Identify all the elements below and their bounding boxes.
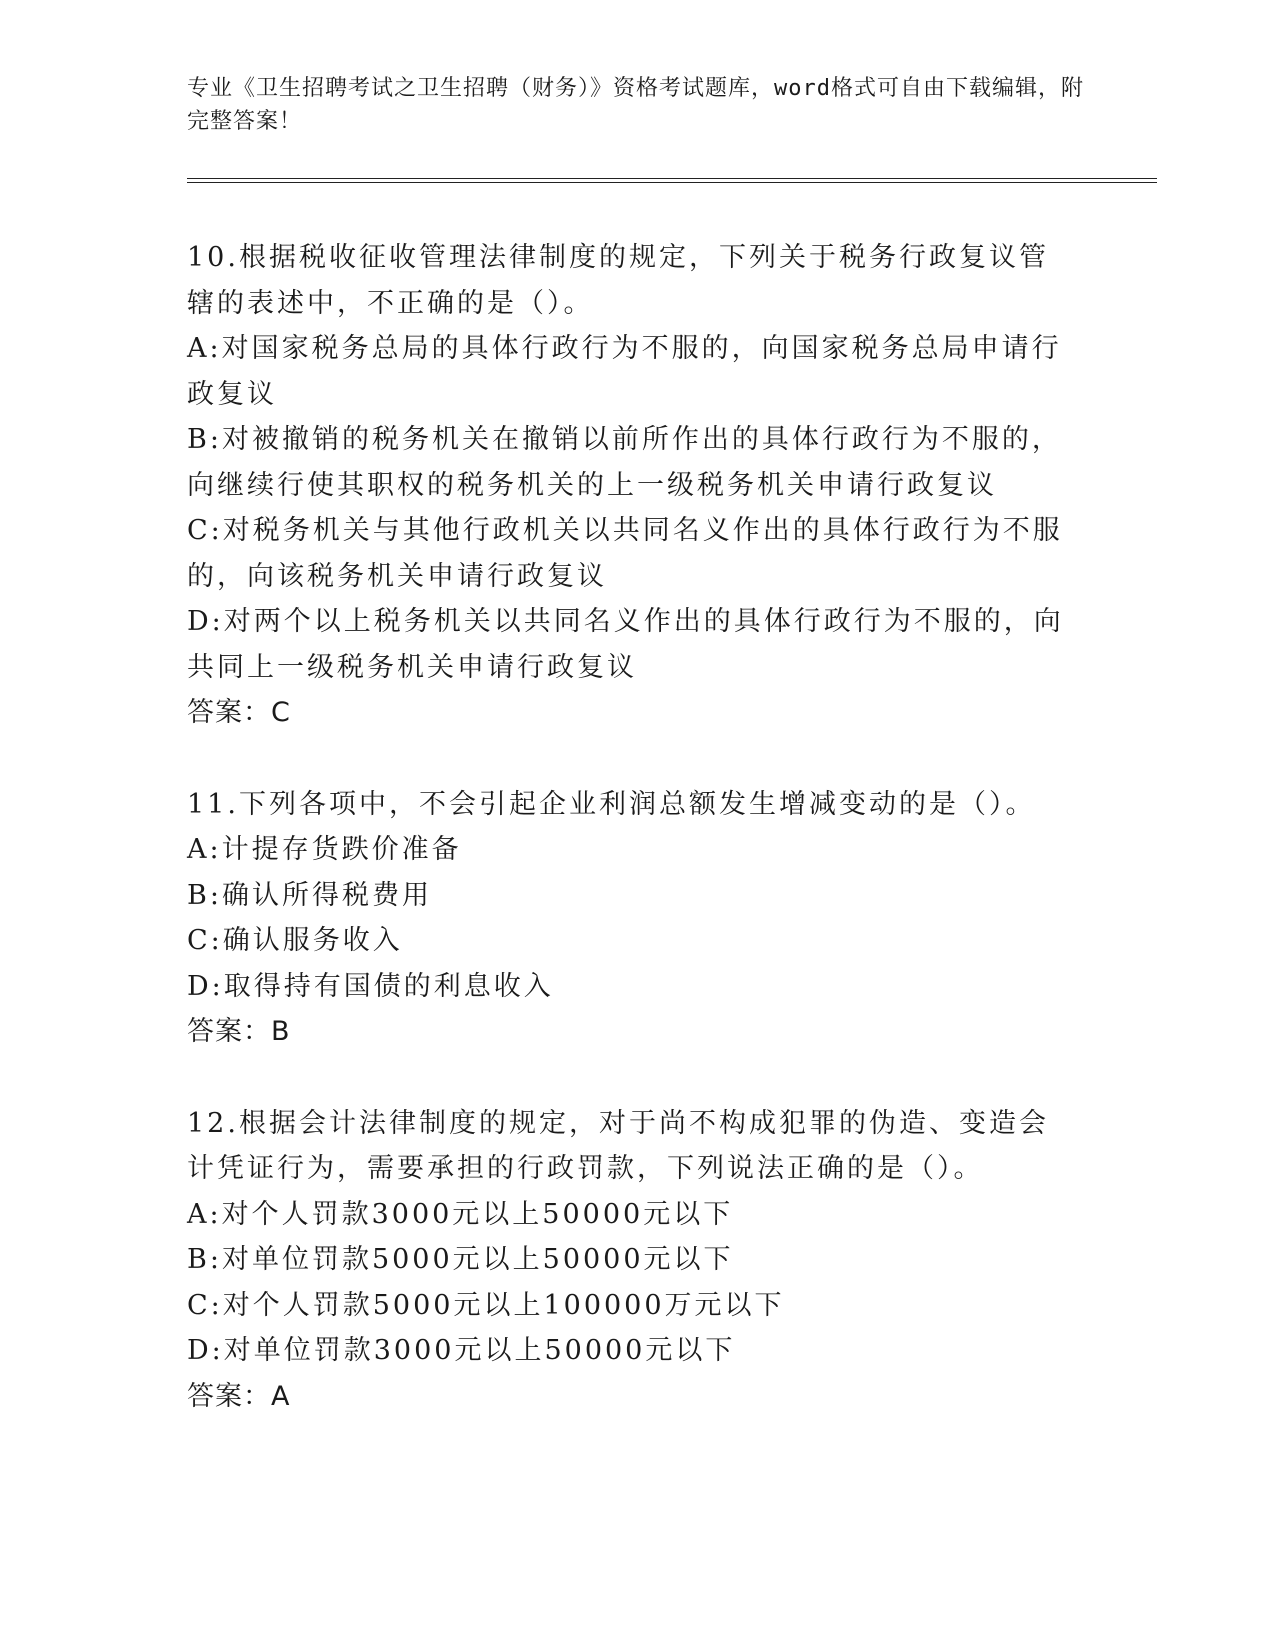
header-title: 专业《卫生招聘考试之卫生招聘（财务）》资格考试题库，word格式可自由下载编辑，附完整答案！ <box>187 76 1084 134</box>
option-a: A:对国家税务总局的具体行政行为不服的，向国家税务总局申请行政复议 <box>187 333 1062 410</box>
option-a: A:计提存货跌价准备 <box>187 834 462 865</box>
question-stem: 10.根据税收征收管理法律制度的规定，下列关于税务行政复议管辖的表述中，不正确的是（）。 <box>187 242 1049 319</box>
option-b: B:对被撤销的税务机关在撤销以前所作出的具体行政行为不服的，向继续行使其职权的税务机关的上一级税务机关申请行政复议 <box>187 424 1062 501</box>
question-10 <box>187 235 1077 736</box>
option-b: B:对单位罚款5000元以上50000元以下 <box>187 1244 734 1275</box>
header-divider <box>187 178 1157 183</box>
question-stem: 12.根据会计法律制度的规定，对于尚不构成犯罪的伪造、变造会计凭证行为，需要承担的行政罚款，下列说法正确的是（）。 <box>187 1107 1049 1184</box>
option-d: D:对单位罚款3000元以上50000元以下 <box>187 1335 736 1366</box>
question-stem: 11.下列各项中，不会引起企业利润总额发生增减变动的是（）。 <box>187 788 1036 820</box>
option-a: A:对个人罚款3000元以上50000元以下 <box>187 1198 734 1230</box>
question-11 <box>187 782 1077 1055</box>
answer-line: 答案：B <box>187 1016 291 1047</box>
answer-line: 答案：A <box>187 1380 291 1412</box>
question-12 <box>187 1101 1077 1420</box>
document-header <box>187 72 1087 138</box>
option-d: D:对两个以上税务机关以共同名义作出的具体行政行为不服的，向共同上一级税务机关申请行政复议 <box>187 606 1064 683</box>
question-list <box>187 235 1077 1465</box>
option-b: B:确认所得税费用 <box>187 879 432 911</box>
option-c: C:对个人罚款5000元以上100000万元以下 <box>187 1289 785 1321</box>
option-c: C:确认服务收入 <box>187 925 403 956</box>
answer-line: 答案：C <box>187 697 291 728</box>
option-c: C:对税务机关与其他行政机关以共同名义作出的具体行政行为不服的，向该税务机关申请行政复议 <box>187 515 1063 592</box>
option-d: D:取得持有国债的利息收入 <box>187 970 554 1002</box>
